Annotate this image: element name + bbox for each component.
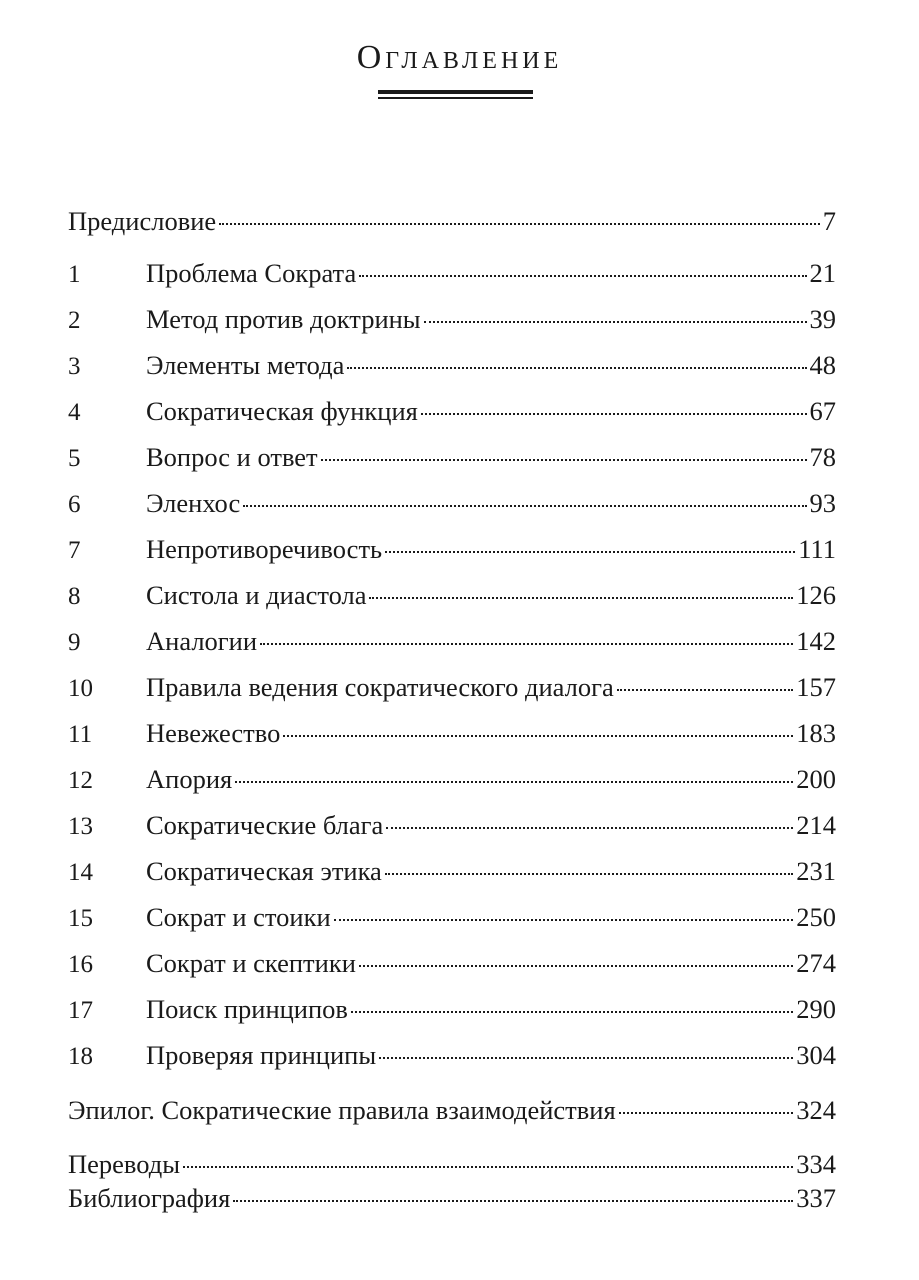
dot-leader bbox=[385, 873, 793, 875]
chapter-title: Проблема Сократа bbox=[146, 258, 357, 288]
page-number: 67 bbox=[809, 396, 836, 426]
chapter-title: Поиск принципов bbox=[146, 994, 348, 1024]
chapter-number: 15 bbox=[68, 905, 93, 932]
toc-entry[interactable] bbox=[68, 715, 836, 751]
toc-entry[interactable] bbox=[68, 393, 836, 429]
chapter-title: Эленхос bbox=[146, 488, 241, 518]
chapter-number: 2 bbox=[68, 307, 81, 334]
page-number: 48 bbox=[809, 350, 836, 380]
chapter-number: 17 bbox=[68, 997, 93, 1024]
page-number: 334 bbox=[796, 1149, 836, 1179]
toc-entry[interactable] bbox=[68, 807, 836, 843]
toc-entry[interactable] bbox=[68, 301, 836, 337]
toc-entry[interactable] bbox=[68, 439, 836, 475]
dot-leader bbox=[334, 919, 794, 921]
chapter-number: 8 bbox=[68, 583, 81, 610]
chapter-number: 16 bbox=[68, 951, 93, 978]
dot-leader bbox=[385, 551, 795, 553]
page-number: 157 bbox=[796, 672, 836, 702]
dot-leader bbox=[359, 275, 806, 277]
dot-leader bbox=[617, 689, 793, 691]
toc-entry[interactable] bbox=[68, 669, 836, 705]
chapter-title: Аналогии bbox=[146, 626, 258, 656]
chapter-number: 5 bbox=[68, 445, 81, 472]
chapter-number: 6 bbox=[68, 491, 81, 518]
chapter-title: Сократ и скептики bbox=[146, 948, 356, 978]
dot-leader bbox=[359, 965, 793, 967]
toc-entry[interactable] bbox=[68, 945, 836, 981]
toc-entry[interactable] bbox=[68, 1146, 836, 1182]
page-number: 250 bbox=[796, 902, 836, 932]
page-number: 324 bbox=[796, 1095, 836, 1125]
dot-leader bbox=[283, 735, 793, 737]
chapter-title: Сократические блага bbox=[146, 810, 384, 840]
page-number: 93 bbox=[809, 488, 836, 518]
page-number: 111 bbox=[798, 534, 836, 564]
chapter-number: 10 bbox=[68, 675, 93, 702]
page-number: 78 bbox=[809, 442, 836, 472]
chapter-title: Невежество bbox=[146, 718, 281, 748]
toc-entry[interactable] bbox=[68, 347, 836, 383]
chapter-title: Проверяя принципы bbox=[146, 1040, 377, 1070]
chapter-number: 12 bbox=[68, 767, 93, 794]
dot-leader bbox=[235, 781, 793, 783]
dot-leader bbox=[243, 505, 806, 507]
chapter-title: Непротиворечивость bbox=[146, 534, 383, 564]
toc-entry[interactable] bbox=[68, 623, 836, 659]
toc-entry[interactable] bbox=[68, 255, 836, 291]
page-number: 337 bbox=[796, 1183, 836, 1213]
page-number: 274 bbox=[796, 948, 836, 978]
dot-leader bbox=[619, 1112, 794, 1114]
chapter-title: Правила ведения сократического диалога bbox=[146, 672, 614, 702]
chapter-number: 9 bbox=[68, 629, 81, 656]
page-number: 183 bbox=[796, 718, 836, 748]
dot-leader bbox=[233, 1200, 793, 1202]
chapter-title: Вопрос и ответ bbox=[146, 442, 318, 472]
chapter-number: 14 bbox=[68, 859, 93, 886]
dot-leader bbox=[379, 1057, 793, 1059]
toc-entry[interactable] bbox=[68, 485, 836, 521]
chapter-title: Элементы метода bbox=[146, 350, 345, 380]
chapter-title: Сократическая этика bbox=[146, 856, 382, 886]
chapter-title: Предисловие bbox=[68, 206, 217, 236]
toc-entry[interactable] bbox=[68, 853, 836, 889]
dot-leader bbox=[183, 1166, 793, 1168]
chapter-number: 7 bbox=[68, 537, 81, 564]
toc-entry[interactable] bbox=[68, 531, 836, 567]
page-number: 126 bbox=[796, 580, 836, 610]
page-number: 39 bbox=[809, 304, 836, 334]
page-number: 142 bbox=[796, 626, 836, 656]
chapter-number: 4 bbox=[68, 399, 81, 426]
toc-entry[interactable] bbox=[68, 1180, 836, 1216]
title-rule-thin bbox=[378, 97, 533, 99]
chapter-number: 3 bbox=[68, 353, 81, 380]
chapter-number: 11 bbox=[68, 721, 93, 748]
chapter-title: Систола и диастола bbox=[146, 580, 367, 610]
chapter-number: 13 bbox=[68, 813, 93, 840]
dot-leader bbox=[386, 827, 793, 829]
page-number: 214 bbox=[796, 810, 836, 840]
chapter-title: Переводы bbox=[68, 1149, 181, 1179]
toc-entry[interactable] bbox=[68, 577, 836, 613]
toc-entry[interactable] bbox=[68, 991, 836, 1027]
dot-leader bbox=[260, 643, 793, 645]
dot-leader bbox=[347, 367, 806, 369]
page-title: Оглавление bbox=[356, 39, 563, 76]
page-number: 21 bbox=[809, 258, 836, 288]
dot-leader bbox=[219, 223, 820, 225]
chapter-number: 1 bbox=[68, 261, 81, 288]
toc-entry[interactable] bbox=[68, 1037, 836, 1073]
page-number: 200 bbox=[796, 764, 836, 794]
chapter-title: Библиография bbox=[68, 1183, 231, 1213]
toc-entry[interactable] bbox=[68, 203, 836, 239]
page-number: 231 bbox=[796, 856, 836, 886]
chapter-title: Сократическая функция bbox=[146, 396, 418, 426]
chapter-title: Метод против доктрины bbox=[146, 304, 421, 334]
page-number: 7 bbox=[822, 206, 836, 236]
toc-entry[interactable] bbox=[68, 899, 836, 935]
chapter-title: Эпилог. Сократические правила взаимодействия bbox=[68, 1095, 616, 1125]
toc-entry[interactable] bbox=[68, 761, 836, 797]
chapter-title: Сократ и стоики bbox=[146, 902, 331, 932]
toc-entry[interactable] bbox=[68, 1092, 836, 1128]
chapter-number: 18 bbox=[68, 1043, 93, 1070]
page-number: 304 bbox=[796, 1040, 836, 1070]
title-rule-thick bbox=[378, 90, 533, 94]
dot-leader bbox=[351, 1011, 793, 1013]
dot-leader bbox=[369, 597, 793, 599]
page-number: 290 bbox=[796, 994, 836, 1024]
chapter-title: Апория bbox=[146, 764, 233, 794]
dot-leader bbox=[321, 459, 807, 461]
dot-leader bbox=[421, 413, 807, 415]
dot-leader bbox=[424, 321, 807, 323]
